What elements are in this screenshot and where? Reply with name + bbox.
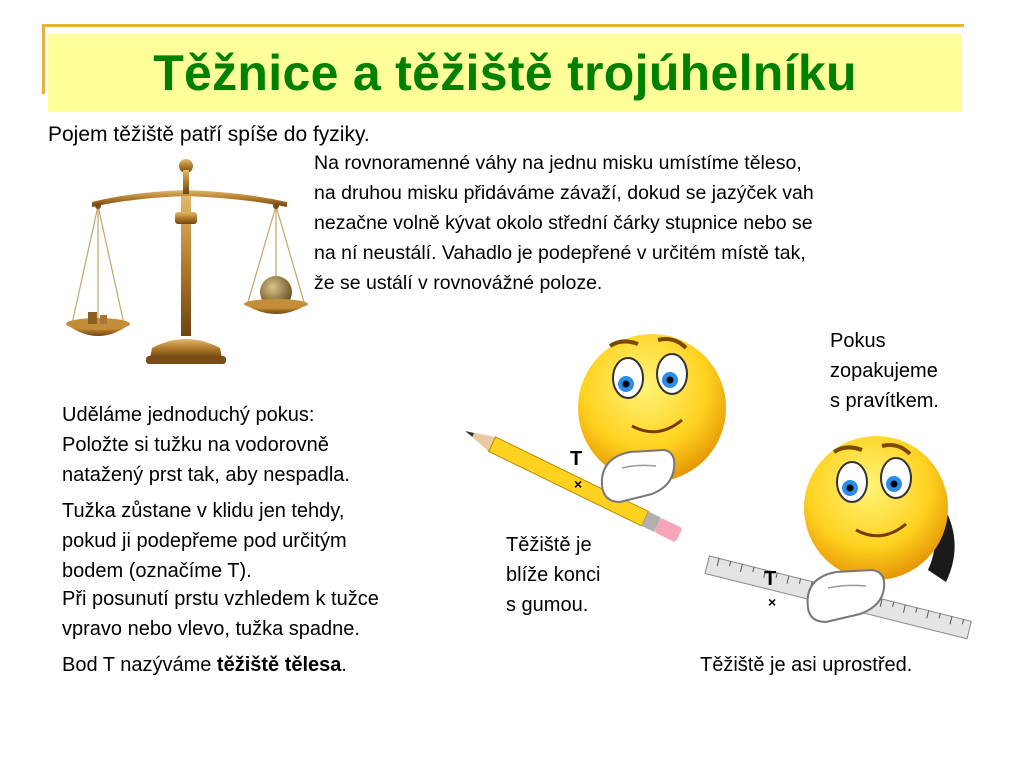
text-line: Položte si tužku na vodorovně	[62, 434, 329, 456]
ruler-caption: Těžiště je asi uprostřed.	[700, 654, 913, 676]
point-label: T	[570, 448, 583, 470]
repeat-caption	[830, 326, 939, 416]
title-accent-line	[42, 24, 964, 27]
text-line: pokud ji podepřeme pod určitým	[62, 530, 347, 552]
smiley-pencil-icon	[452, 318, 732, 548]
text-line: blíže konci	[506, 564, 601, 586]
experiment-rest	[62, 496, 347, 586]
title-bar	[48, 34, 962, 112]
conclusion-prefix: Bod T nazýváme	[62, 654, 217, 676]
text-line: Na rovnoramenné váhy na jednu misku umístíme těleso,	[314, 152, 802, 174]
text-line: na ní neustálí. Vahadlo je podepřené v určitém místě tak,	[314, 242, 806, 264]
text-line: nezačne volně kývat okolo střední čárky stupnice nebo se	[314, 212, 813, 234]
balance-scale-icon	[62, 152, 312, 372]
title-accent-line-left	[42, 24, 45, 94]
center-mark: ×	[768, 594, 777, 610]
text-line: natažený prst tak, aby nespadla.	[62, 464, 350, 486]
experiment-intro	[62, 400, 350, 490]
text-line: Pokus	[830, 330, 886, 352]
conclusion	[62, 650, 347, 680]
text-line: že se ustálí v rovnovážné poloze.	[314, 272, 603, 294]
balance-description	[314, 148, 814, 298]
slide-title: Těžnice a těžiště trojúhelníku	[153, 45, 857, 101]
text-line: s gumou.	[506, 594, 589, 616]
text-line: vpravo nebo vlevo, tužka spadne.	[62, 618, 360, 640]
text-line: zopakujeme	[830, 360, 938, 382]
conclusion-suffix: .	[341, 654, 347, 676]
text-line: Tužka zůstane v klidu jen tehdy,	[62, 500, 345, 522]
point-label: T	[764, 568, 777, 590]
center-mark: ×	[574, 476, 583, 492]
text-line: na druhou misku přidáváme závaží, dokud se jazýček vah	[314, 182, 814, 204]
conclusion-term: těžiště tělesa	[216, 654, 342, 676]
smiley-ruler-icon	[696, 432, 996, 642]
text-line: s pravítkem.	[830, 390, 939, 412]
text-line: bodem (označíme T).	[62, 560, 252, 582]
text-line: Při posunutí prstu vzhledem k tužce	[62, 588, 379, 610]
text-line: Uděláme jednoduchý pokus:	[62, 404, 315, 426]
pencil-caption	[506, 530, 601, 620]
experiment-move	[62, 584, 379, 644]
slide-subtitle: Pojem těžiště patří spíše do fyziky.	[48, 123, 370, 146]
text-line: Těžiště je	[506, 534, 592, 556]
